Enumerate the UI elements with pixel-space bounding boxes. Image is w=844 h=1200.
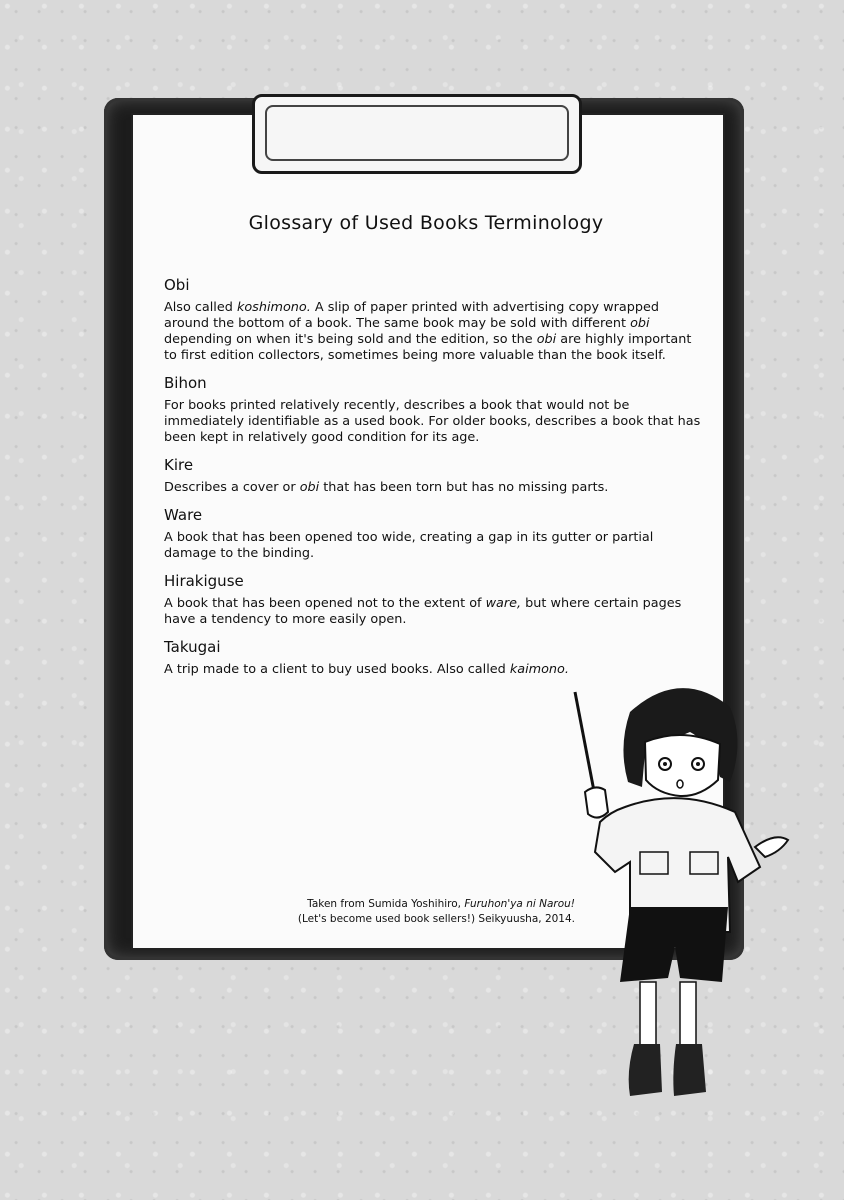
- entry-term: Ware: [164, 506, 203, 524]
- def-text: A trip made to a client to buy used books. Also called: [164, 662, 510, 677]
- def-italic: obi: [630, 316, 650, 331]
- def-italic: obi: [299, 480, 320, 495]
- glossary-entry-kire: [164, 456, 704, 496]
- glossary-entries: [164, 276, 704, 688]
- girl-with-pointer-illustration: [570, 672, 790, 1112]
- entry-definition: [164, 480, 704, 496]
- def-text: A slip of paper printed with advertising copy wrapped around the bottom of a book. The same book may be sold with different: [164, 300, 659, 331]
- entry-term: Kire: [164, 456, 194, 474]
- def-text: A book that has been opened too wide, creating a gap in its gutter or partial damage to the binding.: [164, 530, 654, 561]
- def-text: Describes a cover or: [164, 480, 300, 495]
- def-text: are highly important to first edition collectors, sometimes being more valuable than the book itself.: [164, 332, 692, 363]
- entry-term: Bihon: [164, 374, 207, 392]
- glossary-entry-bihon: [164, 374, 704, 446]
- entry-definition: [164, 300, 704, 364]
- credit-line-2: (Let's become used book sellers!) Seikyuusha, 2014.: [297, 913, 575, 925]
- glossary-entry-obi: [164, 276, 704, 364]
- def-italic: koshimono.: [236, 300, 311, 315]
- glossary-entry-hirakiguse: [164, 572, 704, 628]
- source-credit: [250, 897, 575, 927]
- glossary-title: Glossary of Used Books Terminology: [248, 212, 604, 234]
- entry-definition: [164, 530, 704, 562]
- def-text: Also called: [164, 300, 237, 315]
- def-italic: obi: [536, 332, 557, 347]
- credit-line-1: [250, 897, 575, 912]
- entry-definition: [164, 398, 704, 446]
- entry-term: Hirakiguse: [164, 572, 244, 590]
- entry-term: Obi: [164, 276, 190, 294]
- def-italic: kaimono.: [509, 662, 569, 677]
- def-text: For books printed relatively recently, describes a book that would not be immediately identifiable as a used book. For older books, describes a book that has been kept in relatively good condition for its age.: [164, 398, 701, 445]
- entry-term: Takugai: [164, 638, 221, 656]
- def-text: depending on when it's being sold and the edition, so the: [164, 332, 537, 347]
- def-italic: ware,: [485, 596, 522, 611]
- glossary-entry-ware: [164, 506, 704, 562]
- clipboard-clip: [252, 94, 582, 174]
- def-text: that has been torn but has no missing parts.: [319, 480, 609, 495]
- def-text: but where certain pages have a tendency to more easily open.: [164, 596, 682, 627]
- def-text: A book that has been opened not to the extent of: [164, 596, 486, 611]
- credit-text: Taken from Sumida Yoshihiro,: [307, 898, 465, 910]
- credit-book-title: Furuhon'ya ni Narou!: [464, 898, 575, 910]
- entry-definition: [164, 596, 704, 628]
